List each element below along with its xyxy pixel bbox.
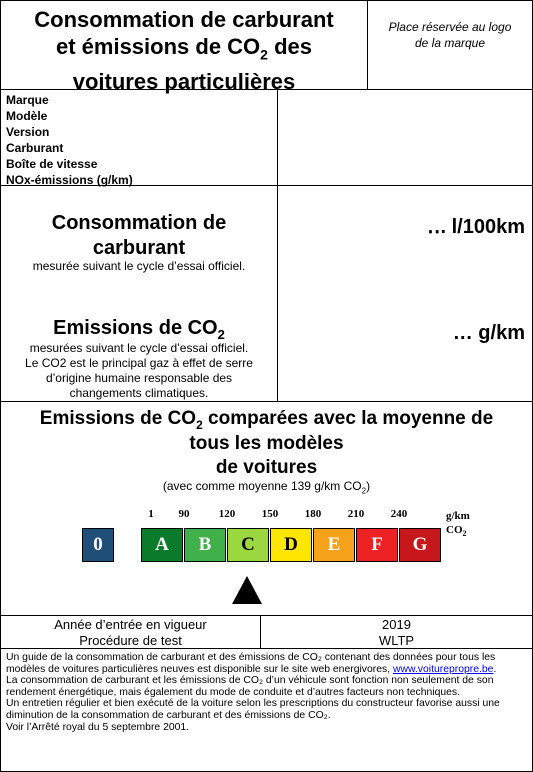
- spec-label: Carburant: [6, 141, 64, 155]
- footer-notes: [0, 648, 533, 772]
- comparison-title-pre: Emissions de CO: [39, 408, 197, 429]
- comparison-title-sub: 2: [196, 417, 203, 432]
- unit-co2: [446, 524, 467, 538]
- consumption-title-1: Consommation de: [51, 212, 227, 234]
- info-labels: [0, 615, 261, 649]
- scale-class-0: 0: [82, 528, 114, 562]
- info-values: [260, 615, 533, 649]
- title-line-3: voitures particulières: [72, 69, 296, 95]
- consumption-title-2: carburant: [92, 237, 186, 259]
- info-label-procedure: Procédure de test: [79, 633, 182, 648]
- spec-values: [277, 89, 533, 186]
- scale-tick: 150: [261, 508, 279, 520]
- scale-class-G: G: [399, 528, 441, 562]
- logo-text-2: de la marque: [414, 36, 486, 50]
- footer-paragraph-2: La consommation de carburant et les émissions de CO₂ d’un véhicule sont fonction non seulement de son rendement énergétique, mais également du mode de conduite et d’autres facteurs non techniques.: [6, 675, 494, 698]
- scale-tick: 210: [347, 508, 365, 520]
- spec-label: Marque: [6, 93, 49, 107]
- scale-class-D: D: [270, 528, 312, 562]
- class-indicator-arrow: [230, 574, 264, 606]
- emissions-note-4: changements climatiques.: [69, 386, 209, 400]
- emissions-note-3: d’origine humaine responsable des: [45, 371, 233, 385]
- average-end: ): [366, 479, 371, 493]
- emissions-title-sub: 2: [217, 327, 225, 342]
- scale-tick: 90: [178, 508, 190, 520]
- consumption-value: ‥. l/100km: [427, 216, 525, 238]
- scale-class-F: F: [356, 528, 398, 562]
- title-subscript: 2: [260, 46, 268, 63]
- spec-label: NOx-émissions (g/km): [6, 173, 133, 187]
- title-line-2: [1, 33, 367, 68]
- info-value-procedure: WLTP: [378, 633, 415, 648]
- unit-co2-sub: 2: [462, 529, 467, 539]
- consumption-title: [0, 211, 278, 261]
- footer-paragraph-4: Voir l’Arrêté royal du 5 septembre 2001.: [6, 721, 190, 733]
- scale-class-C: C: [227, 528, 269, 562]
- footer-p1-end: .: [493, 663, 497, 675]
- indicator-triangle: [232, 576, 262, 604]
- logo-text-1: Place réservée au logo: [388, 20, 512, 34]
- scale-tick: 240: [390, 508, 408, 520]
- footer-paragraph-3: Un entretien régulier et bien exécuté de la voiture selon les prescriptions du constructeur favorise aussi une diminution de la consommation de carburant et des émissions de CO₂.: [6, 698, 500, 721]
- comparison-average: [0, 479, 533, 495]
- title-line-1: Consommation de carburant: [34, 7, 334, 32]
- consumption-note: mesurée suivant le cycle d’essai officiel.: [32, 259, 246, 273]
- spec-labels: [0, 89, 278, 186]
- average-sub: 2: [361, 486, 367, 496]
- emissions-notes: [0, 341, 278, 401]
- spec-label: Modèle: [6, 109, 48, 123]
- scale-tick: 120: [218, 508, 236, 520]
- spec-label: Boîte de vitesse: [6, 157, 98, 171]
- comparison-title-3: de voitures: [215, 457, 318, 478]
- comparison-title-post: comparées avec la moyenne de: [202, 408, 494, 429]
- label-title: [0, 0, 368, 95]
- logo-placeholder: [367, 0, 533, 90]
- unit-gkm: g/km: [446, 510, 470, 522]
- scale-tick: 180: [304, 508, 322, 520]
- average-text: (avec comme moyenne 139 g/km CO: [162, 479, 362, 493]
- scale-class-B: B: [184, 528, 226, 562]
- emissions-value: … g/km: [452, 322, 525, 344]
- info-label-year: Année d’entrée en vigueur: [54, 617, 207, 632]
- scale-class-A: A: [141, 528, 183, 562]
- emissions-note-2: Le CO2 est le principal gaz à effet de serre: [25, 356, 253, 370]
- comparison-title-2: tous les modèles: [189, 433, 344, 454]
- energivores-link[interactable]: www.voiturepropre.be: [392, 663, 494, 675]
- footer-paragraph-1: [6, 652, 527, 675]
- scale-class-E: E: [313, 528, 355, 562]
- footer-p1-text: Un guide de la consommation de carburant et des émissions de CO₂ contenant des données pour tous les modèles de voitures particulières neuves est disponible sur le site web energivores,: [6, 652, 496, 675]
- emissions-title-text: Emissions de CO: [53, 317, 218, 339]
- title-line-2-end: des: [267, 34, 312, 59]
- title-line-2-text: et émissions de CO: [55, 34, 261, 59]
- emissions-note-1: mesurées suivant le cycle d’essai officiel.: [29, 341, 249, 355]
- spec-label: Version: [6, 125, 50, 139]
- unit-co2-text: CO: [446, 524, 463, 536]
- info-value-year: 2019: [382, 617, 411, 632]
- scale-tick: 1: [148, 508, 154, 520]
